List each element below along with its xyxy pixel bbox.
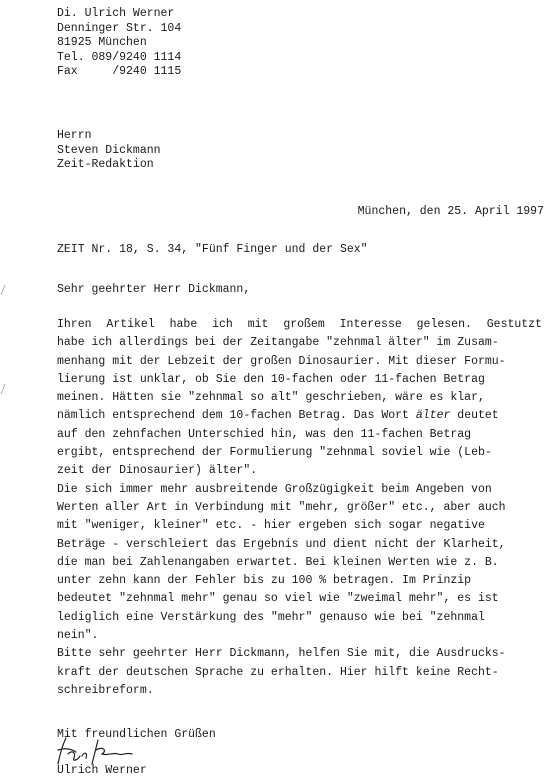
- body-line: Beträge - verschleiert das Ergebnis und dient nicht der Klarheit,: [57, 537, 506, 551]
- body-line: zeit der Dinosaurier) älter".: [57, 464, 258, 478]
- emphasis: älter: [415, 409, 451, 423]
- recipient-line-2: Steven Dickmann: [57, 143, 161, 157]
- body-line: habe ich allerdings bei der Zeitangabe "zehnmal älter" im Zusam-: [57, 336, 499, 350]
- word: ich: [212, 318, 233, 331]
- body-line: menhang mit der Lebzeit der großen Dinosaurier. Mit dieser Formu-: [57, 354, 506, 368]
- body-line: lediglich eine Verstärkung des "mehr" genauso wie bei "zehnmal: [57, 610, 485, 624]
- word: gelesen.: [416, 318, 472, 331]
- recipient-line-3: Zeit-Redaktion: [57, 158, 154, 171]
- sender-address: [57, 7, 181, 80]
- margin-mark: [0, 283, 6, 297]
- word: Artikel: [106, 318, 155, 331]
- body-line: meinen. Hätten sie "zehnmal so alt" geschrieben, wäre es klar,: [57, 391, 485, 405]
- body-line: [57, 316, 542, 334]
- recipient-address: [57, 129, 161, 173]
- body-line: nein".: [57, 629, 99, 643]
- body-line: mit "weniger, kleiner" etc. - hier ergeben sich sogar negative: [57, 519, 485, 533]
- salutation: Sehr geehrter Herr Dickmann,: [57, 283, 251, 296]
- word: Interesse: [339, 318, 402, 331]
- letter-date: München, den 25. April 1997: [357, 205, 544, 218]
- body-line: Werten aller Art in Verbindung mit "mehr, größer" etc., aber auch: [57, 500, 506, 514]
- sender-fax: Fax /9240 1115: [57, 65, 182, 78]
- recipient-line-1: Herrn: [57, 129, 92, 142]
- sender-street: Denninger Str. 104: [57, 21, 182, 35]
- word: habe: [169, 318, 198, 331]
- body-line: [57, 407, 542, 425]
- sender-name: Di. Ulrich Werner: [57, 7, 175, 20]
- body-line: Die sich immer mehr ausbreitende Großzügigkeit beim Angeben von: [57, 482, 492, 496]
- body-line: bedeutet "zehnmal mehr" genau so viel wie "zweimal mehr", es ist: [57, 592, 499, 606]
- letter-body: [57, 316, 542, 700]
- word: mit: [247, 318, 269, 331]
- body-line: die man bei Zahlenangaben erwartet. Bei kleinen Werten wie z. B.: [57, 555, 499, 569]
- signer-name: Ulrich Werner: [57, 764, 147, 777]
- text-run: deutet: [457, 409, 499, 423]
- word: großem: [283, 318, 325, 331]
- word: Gestutzt: [486, 318, 542, 331]
- body-line: lierung ist unklar, ob Sie den 10-fachen oder 11-fachen Betrag: [57, 372, 485, 386]
- text-run: nämlich entsprechend dem 10-fachen Betrag. Das Wort: [57, 409, 409, 423]
- body-line: schreibreform.: [57, 683, 154, 697]
- letter-subject: ZEIT Nr. 18, S. 34, "Fünf Finger und der Sex": [57, 243, 368, 256]
- sender-city: 81925 München: [57, 36, 147, 49]
- closing-phrase: Mit freundlichen Grüßen: [57, 728, 216, 741]
- body-line: auf den zehnfachen Unterschied hin, was den 11-fachen Betrag: [57, 427, 472, 441]
- margin-mark: [0, 382, 6, 396]
- body-line: ergibt, entsprechend der Formulierung "zehnmal soviel wie (Leb-: [57, 446, 492, 460]
- word: Ihren: [57, 318, 92, 331]
- body-line: kraft der deutschen Sprache zu erhalten. Hier hilft keine Recht-: [57, 665, 499, 679]
- sender-tel: Tel. 089/9240 1114: [57, 50, 182, 64]
- body-line: unter zehn kann der Fehler bis zu 100 % betragen. Im Prinzip: [57, 574, 472, 588]
- body-line: Bitte sehr geehrter Herr Dickmann, helfen Sie mit, die Ausdrucks-: [57, 647, 506, 661]
